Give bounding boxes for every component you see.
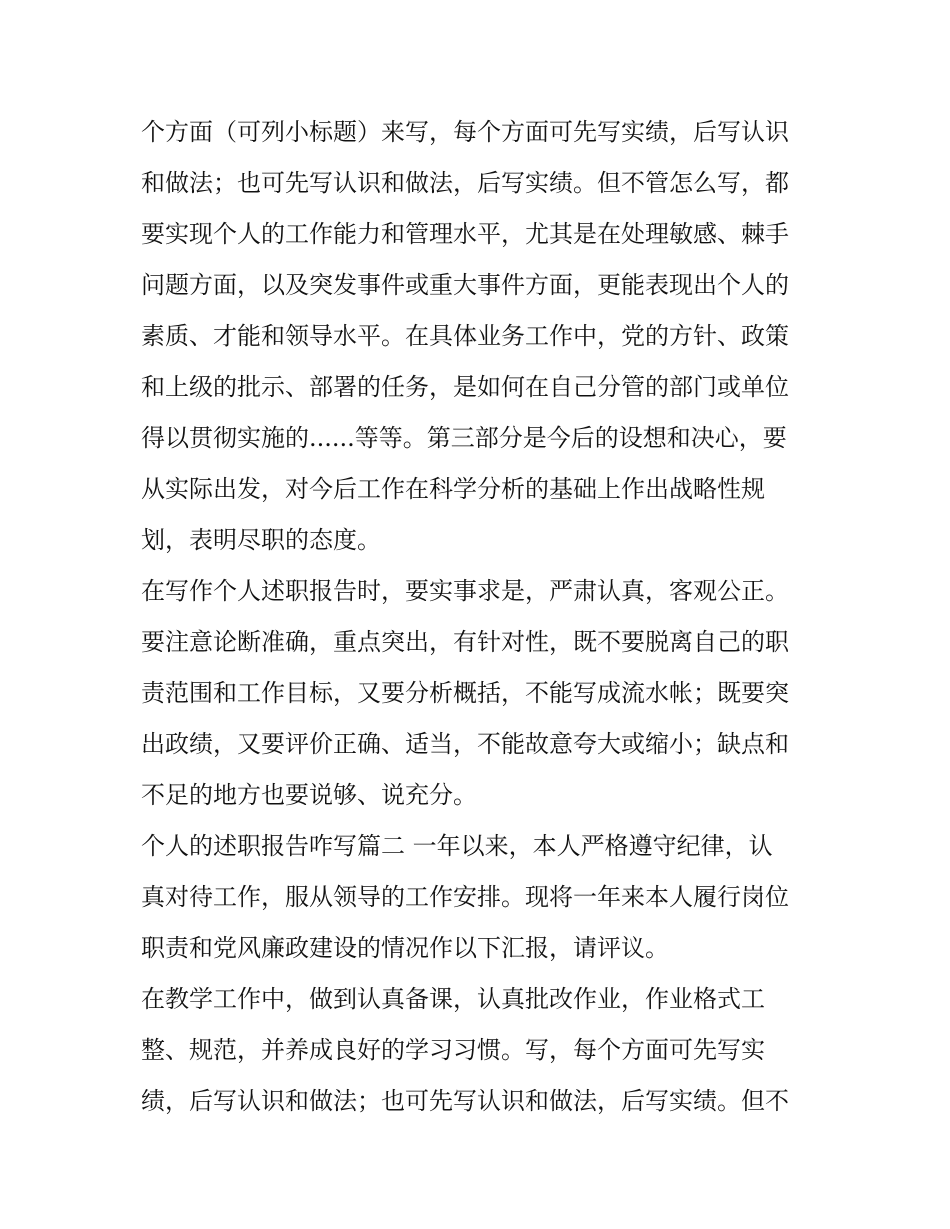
text-line: 个人的述职报告咋写篇二 一年以来，本人严格遵守纪律，认 (141, 832, 773, 860)
text-line: 职责和党风廉政建设的情况作以下汇报，请评议。 (141, 934, 669, 962)
document-body (141, 107, 821, 1127)
text-line: 个方面（可列小标题）来写，每个方面可先写实绩，后写认识 (141, 118, 789, 146)
text-line: 责范围和工作目标，又要分析概括，不能写成流水帐；既要突 (141, 679, 789, 707)
text-line: 绩，后写认识和做法；也可先写认识和做法，后写实绩。但不 (141, 1087, 789, 1115)
text-line: 不足的地方也要说够、说充分。 (141, 781, 477, 809)
text-line: 真对待工作，服从领导的工作安排。现将一年来本人履行岗位 (141, 883, 789, 911)
text-line: 问题方面，以及突发事件或重大事件方面，更能表现出个人的 (141, 271, 789, 299)
text-line: 从实际出发，对今后工作在科学分析的基础上作出战略性规 (141, 475, 765, 503)
text-line: 整、规范，并养成良好的学习习惯。写，每个方面可先写实 (141, 1036, 765, 1064)
text-line: 在写作个人述职报告时，要实事求是，严肃认真，客观公正。 (141, 577, 789, 605)
text-line: 要注意论断准确，重点突出，有针对性，既不要脱离自己的职 (141, 628, 789, 656)
text-line: 出政绩，又要评价正确、适当，不能故意夸大或缩小；缺点和 (141, 730, 789, 758)
text-line: 得以贯彻实施的......等等。第三部分是今后的设想和决心，要 (141, 424, 787, 452)
text-line: 划，表明尽职的态度。 (141, 526, 381, 554)
text-line: 要实现个人的工作能力和管理水平，尤其是在处理敏感、棘手 (141, 220, 789, 248)
text-line: 素质、才能和领导水平。在具体业务工作中，党的方针、政策 (141, 322, 789, 350)
text-line: 在教学工作中，做到认真备课，认真批改作业，作业格式工 (141, 985, 765, 1013)
text-line: 和上级的批示、部署的任务，是如何在自己分管的部门或单位 (141, 373, 789, 401)
text-line: 和做法；也可先写认识和做法，后写实绩。但不管怎么写，都 (141, 169, 789, 197)
